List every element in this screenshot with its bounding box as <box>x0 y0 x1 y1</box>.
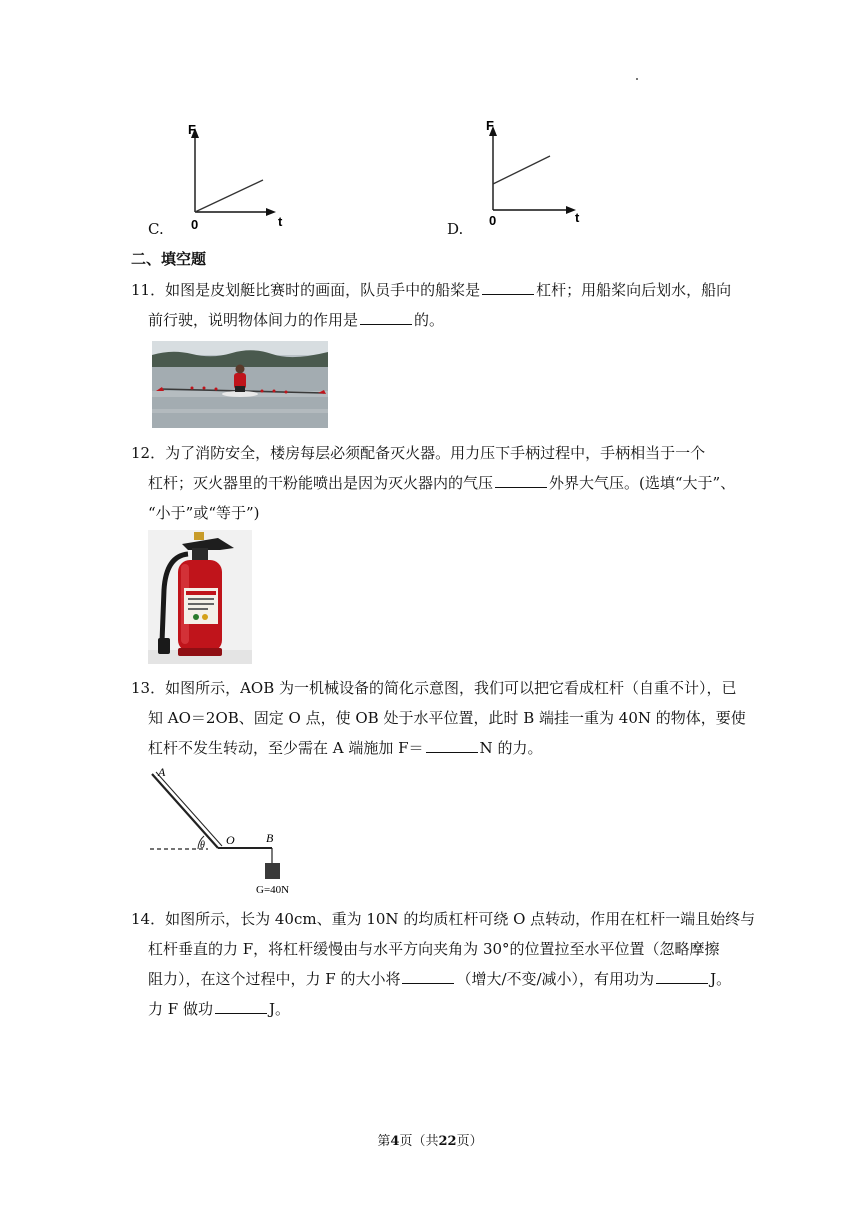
rowing-photo <box>152 341 328 428</box>
q13-blank-1[interactable] <box>426 738 478 753</box>
q11-line2 <box>148 305 444 335</box>
q12-blank-1[interactable] <box>495 473 547 488</box>
label-a: A <box>158 765 166 779</box>
q14-line1 <box>131 904 755 934</box>
q12-line3 <box>148 498 260 528</box>
option-d-label: D. <box>447 220 464 238</box>
graph-d-origin-label: 0 <box>489 213 497 228</box>
q14-line3 <box>148 964 731 994</box>
graph-d-t-label: t <box>575 210 580 225</box>
footer-mid: 页（共 <box>399 1134 439 1149</box>
q12-text-4: “小于”或“等于”) <box>148 504 260 522</box>
q14-text-6: 力 F 做功 <box>148 1000 213 1018</box>
q14-blank-2[interactable] <box>656 969 708 984</box>
graph-c-origin-label: 0 <box>191 217 199 232</box>
q12-line2 <box>148 468 735 498</box>
q13-text-1: 13．如图所示，AOB 为一机械设备的简化示意图，我们可以把它看成杠杆（自重不计），已 <box>131 679 737 697</box>
q14-text-4: （增大/不变/减小），有用功为 <box>456 970 655 988</box>
q12-text-1: 12．为了消防安全，楼房每层必须配备灭火器。用力压下手柄过程中，手柄相当于一个 <box>131 444 706 462</box>
q14-text-7: J。 <box>268 1000 290 1018</box>
graph-c-t-label: t <box>278 214 283 229</box>
label-b: B <box>266 831 274 845</box>
q11-blank-1[interactable] <box>482 280 534 295</box>
stray-dot <box>636 78 638 80</box>
q13-line3 <box>148 733 542 763</box>
q11-text-1: 11．如图是皮划艇比赛时的画面，队员手中的船桨是 <box>131 281 481 299</box>
q11-line1 <box>131 275 731 305</box>
q14-text-2: 杠杆垂直的力 F，将杠杆缓慢由与水平方向夹角为 30°的位置拉至水平位置（忽略摩擦 <box>148 940 720 958</box>
graph-c-f-label: F <box>188 122 196 137</box>
option-c-label: C. <box>148 220 164 238</box>
graph-c <box>170 112 300 232</box>
q14-text-5: J。 <box>710 970 732 988</box>
q14-line4 <box>148 994 290 1024</box>
lever-diagram <box>140 764 310 896</box>
q12-text-3: 外界大气压。(选填“大于”、 <box>549 474 736 492</box>
q14-text-3: 阻力），在这个过程中，力 F 的大小将 <box>148 970 401 988</box>
lever-arm-ao-inner <box>156 772 222 846</box>
footer-suffix: 页） <box>456 1134 483 1149</box>
graph-c-line <box>195 180 263 212</box>
weight-block <box>265 863 280 879</box>
q13-text-2: 知 AO＝2OB、固定 O 点，使 OB 处于水平位置，此时 B 端挂一重为 40N 的物体，要使 <box>148 709 746 727</box>
q14-line2 <box>148 934 720 964</box>
q11-blank-2[interactable] <box>360 310 412 325</box>
label-g: G=40N <box>256 884 290 896</box>
q11-text-2: 杠杆；用船桨向后划水，船向 <box>536 281 732 299</box>
q11-text-4: 的。 <box>414 311 445 329</box>
q14-blank-3[interactable] <box>215 999 267 1014</box>
q13-text-3: 杠杆不发生转动，至少需在 A 端施加 F＝ <box>148 739 424 757</box>
q13-line2 <box>148 703 746 733</box>
q11-text-3: 前行驶，说明物体间力的作用是 <box>148 311 359 329</box>
footer-total-pages: 22 <box>438 1134 457 1149</box>
q13-text-4: N 的力。 <box>479 739 543 757</box>
footer-prefix: 第 <box>377 1134 391 1149</box>
lever-arm-ao <box>152 774 218 848</box>
graph-d-line <box>493 156 550 184</box>
page-footer <box>0 1130 860 1149</box>
graph-d <box>468 110 598 230</box>
label-o: O <box>226 833 235 847</box>
fire-extinguisher-photo <box>148 530 252 664</box>
q12-line1 <box>131 438 705 468</box>
label-theta: θ <box>200 840 205 851</box>
footer-page-number: 4 <box>390 1134 400 1149</box>
q12-text-2: 杠杆；灭火器里的干粉能喷出是因为灭火器内的气压 <box>148 474 494 492</box>
graph-d-f-label: F <box>486 118 494 133</box>
graph-c-x-arrow <box>266 208 276 216</box>
section-title: 二、填空题 <box>131 250 207 268</box>
q14-text-1: 14．如图所示，长为 40cm、重为 10N 的均质杠杆可绕 O 点转动，作用在杠杆一端且始终与 <box>131 910 756 928</box>
q14-blank-1[interactable] <box>402 969 454 984</box>
q13-line1 <box>131 673 737 703</box>
